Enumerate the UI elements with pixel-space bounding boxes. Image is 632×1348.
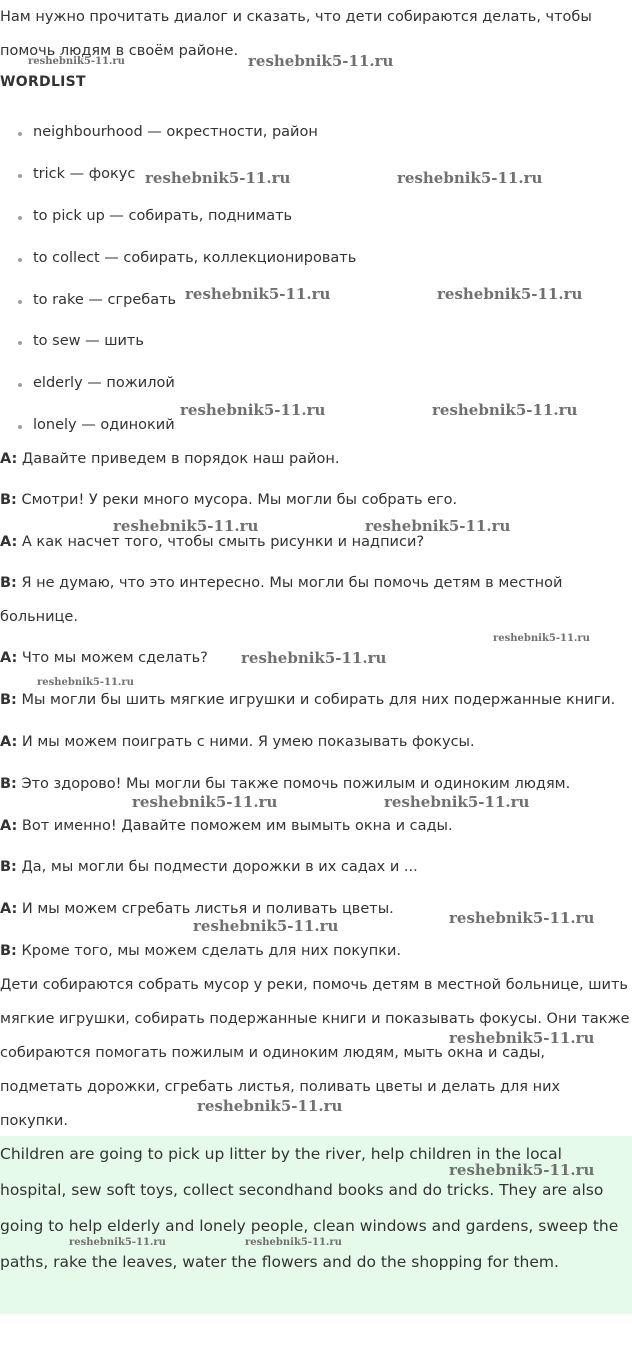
bullet-icon (18, 132, 22, 136)
watermark: reshebnik5-11.ru (241, 649, 387, 667)
watermark: reshebnik5-11.ru (493, 633, 590, 644)
bullet-icon (18, 383, 22, 387)
dialog-line: B: Это здорово! Мы могли бы также помочь пожилым и одиноким людям. (0, 776, 571, 792)
wordlist-heading: WORDLIST (0, 74, 86, 90)
watermark: reshebnik5-11.ru (185, 285, 331, 303)
watermark: reshebnik5-11.ru (365, 517, 511, 535)
watermark: reshebnik5-11.ru (69, 1237, 166, 1248)
watermark: reshebnik5-11.ru (449, 1161, 595, 1179)
watermark: reshebnik5-11.ru (197, 1097, 343, 1115)
answer-russian: Дети собираются собрать мусор у реки, помочь детям в местной больнице, шить мягкие игрушки, собирать подержанные книги и показывать фокусы. Они также собираются помогать пожилым и одиноким людям, мыть окна и сады, подметать дорожки, сгребать листья, поливать цветы и делать для них покупки. (0, 977, 630, 1129)
answer-english: Children are going to pick up litter by the river, help children in the local hospital, sew soft toys, collect secondhand books and do tricks. They are also going to help elderly and lonely people, clean windows and gardens, sweep the paths, rake the leaves, water the flowers and do the shopping for them. (0, 1145, 619, 1271)
watermark: reshebnik5-11.ru (37, 677, 134, 688)
watermark: reshebnik5-11.ru (432, 401, 578, 419)
watermark: reshebnik5-11.ru (113, 517, 259, 535)
bullet-icon (18, 341, 22, 345)
dialog-line: A: Что мы можем сделать? (0, 650, 208, 666)
dialog-line: A: И мы можем поиграть с ними. Я умею показывать фокусы. (0, 734, 475, 750)
task-instruction: Нам нужно прочитать диалог и сказать, что дети собираются делать, чтобы помочь людям в своём районе. (0, 9, 592, 59)
dialog-line: A: Вот именно! Давайте поможем им вымыть окна и сады. (0, 818, 453, 834)
dialog-line: B: Да, мы могли бы подмести дорожки в их садах и ... (0, 859, 418, 875)
watermark: reshebnik5-11.ru (397, 169, 543, 187)
watermark: reshebnik5-11.ru (437, 285, 583, 303)
dialog-line: B: Смотри! У реки много мусора. Мы могли бы собрать его. (0, 492, 458, 508)
dialog-line: A: И мы можем сгребать листья и поливать цветы. (0, 901, 394, 917)
bullet-icon (18, 174, 22, 178)
watermark: reshebnik5-11.ru (180, 401, 326, 419)
bullet-icon (18, 258, 22, 262)
watermark: reshebnik5-11.ru (28, 56, 125, 67)
watermark: reshebnik5-11.ru (449, 1029, 595, 1047)
bullet-icon (18, 425, 22, 429)
watermark: reshebnik5-11.ru (384, 793, 530, 811)
watermark: reshebnik5-11.ru (145, 169, 291, 187)
watermark: reshebnik5-11.ru (245, 1237, 342, 1248)
bullet-icon (18, 216, 22, 220)
watermark: reshebnik5-11.ru (248, 52, 394, 70)
dialog-line: B: Мы могли бы шить мягкие игрушки и собирать для них подержанные книги. (0, 692, 616, 708)
watermark: reshebnik5-11.ru (132, 793, 278, 811)
dialog-line: A: А как насчет того, чтобы смыть рисунки и надписи? (0, 534, 425, 550)
dialog-line: A: Давайте приведем в порядок наш район. (0, 451, 340, 467)
bullet-icon (18, 300, 22, 304)
dialog-line: B: Кроме того, мы можем сделать для них покупки. (0, 943, 402, 959)
watermark: reshebnik5-11.ru (193, 917, 339, 935)
dialog-line: B: Я не думаю, что это интересно. Мы могли бы помочь детям в местной больнице. (0, 575, 563, 625)
watermark: reshebnik5-11.ru (449, 909, 595, 927)
